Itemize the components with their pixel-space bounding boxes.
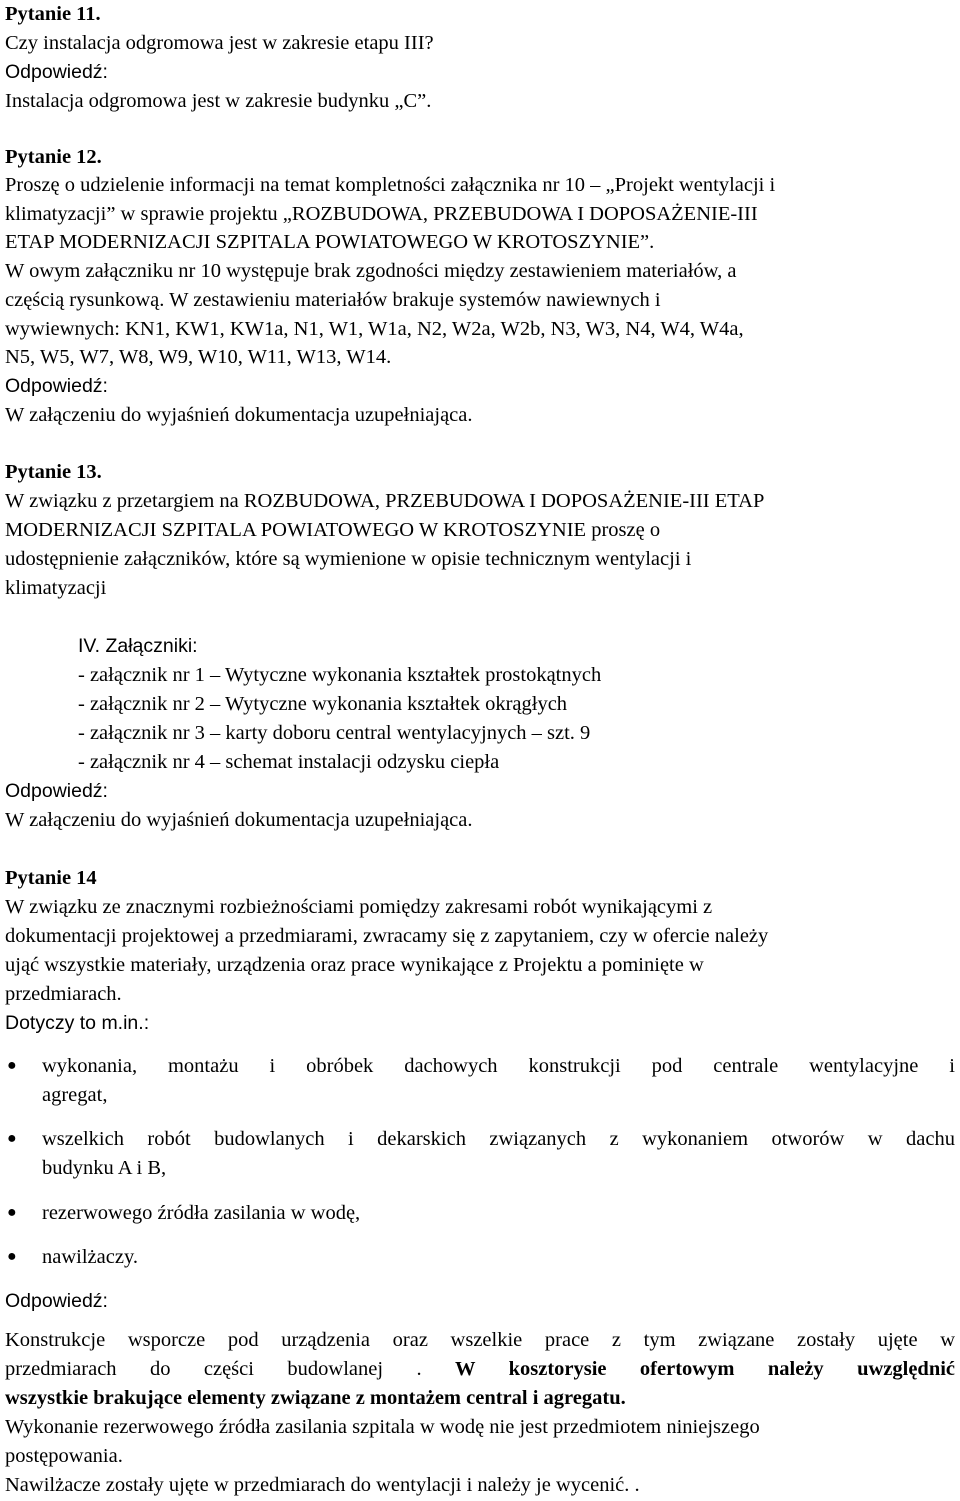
q14-bullet-line: rezerwowego źródła zasilania w wodę, [42,1202,361,1224]
q14-answer-separator: . [416,1358,422,1380]
q13-attachment: - załącznik nr 4 – schemat instalacji odzysku ciepła [78,751,500,773]
q13-line: udostępnienie załączników, które są wymienione w opisie technicznym wentylacji i [5,548,692,570]
q11-question: Czy instalacja odgromowa jest w zakresie etapu III? [5,32,434,54]
q14-answer-emphasis: W kosztorysie ofertowym należy uwzględnić [455,1358,956,1380]
q11-answer: Instalacja odgromowa jest w zakresie budynku „C”. [5,90,432,112]
q14-bullet-line: nawilżaczy. [42,1246,138,1268]
q14-bullet-line: agregat, [42,1084,108,1106]
q13-attachment: - załącznik nr 2 – Wytyczne wykonania kształtek okrągłych [78,693,568,715]
q14-answer-line: Nawilżacze zostały ujęte w przedmiarach do wentylacji i należy je wycenić. . [5,1474,640,1496]
q14-bullet-line: wszelkich robót budowlanych i dekarskich związanych z wykonaniem otworów w dachu [42,1128,955,1150]
q13-line: klimatyzacji [5,577,107,599]
bullet-icon: ● [7,1248,17,1265]
q13-attachment: - załącznik nr 1 – Wytyczne wykonania kształtek prostokątnych [78,664,602,686]
q12-line: wywiewnych: KN1, KW1, KW1a, N1, W1, W1a, N2, W2a, W2b, N3, W3, N4, W4, W4a, [5,318,744,340]
q12-answer-label: Odpowiedź: [5,375,108,397]
q12-line: W owym załączniku nr 10 występuje brak zgodności między zestawieniem materiałów, a [5,260,737,282]
q12-line: Proszę o udzielenie informacji na temat kompletności załącznika nr 10 – „Projekt wentylacji i [5,174,776,196]
q14-answer-line: postępowania. [5,1445,123,1467]
q12-line: klimatyzacji” w sprawie projektu „ROZBUDOWA, PRZEBUDOWA I DOPOSAŻENIE-III [5,203,758,225]
q14-answer-line [5,1357,955,1381]
bullet-icon: ● [7,1204,17,1221]
q13-answer-label: Odpowiedź: [5,780,108,802]
q14-bullet-line: budynku A i B, [42,1157,167,1179]
q11-answer-label: Odpowiedź: [5,61,108,83]
q14-answer-label: Odpowiedź: [5,1290,108,1312]
q12-line: ETAP MODERNIZACJI SZPITALA POWIATOWEGO W KROTOSZYNIE”. [5,231,655,253]
q14-title: Pytanie 14 [5,867,97,889]
q13-section-title: IV. Załączniki: [78,635,198,657]
q12-answer: W załączeniu do wyjaśnień dokumentacja uzupełniająca. [5,404,473,426]
q14-answer-line: Konstrukcje wsporcze pod urządzenia oraz wszelkie prace z tym związane zostały ujęte w [5,1329,955,1351]
q14-answer-line: Wykonanie rezerwowego źródła zasilania szpitala w wodę nie jest przedmiotem niniejszego [5,1416,760,1438]
q13-line: MODERNIZACJI SZPITALA POWIATOWEGO W KROTOSZYNIE proszę o [5,519,661,541]
bullet-icon: ● [7,1057,17,1074]
q12-title: Pytanie 12. [5,146,102,168]
q13-answer: W załączeniu do wyjaśnień dokumentacja uzupełniająca. [5,809,473,831]
q14-line: dokumentacji projektowej a przedmiarami, zwracamy się z zapytaniem, czy w ofercie należy [5,925,769,947]
q13-title: Pytanie 13. [5,461,102,483]
q14-line: Dotyczy to m.in.: [5,1012,150,1034]
q14-line: ująć wszystkie materiały, urządzenia oraz prace wynikające z Projektu a pominięte w [5,954,704,976]
q14-answer-emphasis: wszystkie brakujące elementy związane z montażem central i agregatu. [5,1387,626,1409]
q12-line: częścią rysunkową. W zestawieniu materiałów brakuje systemów nawiewnych i [5,289,661,311]
q14-line: przedmiarach. [5,983,122,1005]
q14-bullet-line: wykonania, montażu i obróbek dachowych konstrukcji pod centrale wentylacyjne i [42,1055,955,1077]
bullet-icon: ● [7,1130,17,1147]
q14-line: W związku ze znacznymi rozbieżnościami pomiędzy zakresami robót wynikającymi z [5,896,713,918]
q14-answer-text: przedmiarach do części budowlanej [5,1358,384,1380]
q11-title: Pytanie 11. [5,3,101,25]
q12-line: N5, W5, W7, W8, W9, W10, W11, W13, W14. [5,346,392,368]
q13-attachment: - załącznik nr 3 – karty doboru central wentylacyjnych – szt. 9 [78,722,591,744]
q13-line: W związku z przetargiem na ROZBUDOWA, PRZEBUDOWA I DOPOSAŻENIE-III ETAP [5,490,765,512]
